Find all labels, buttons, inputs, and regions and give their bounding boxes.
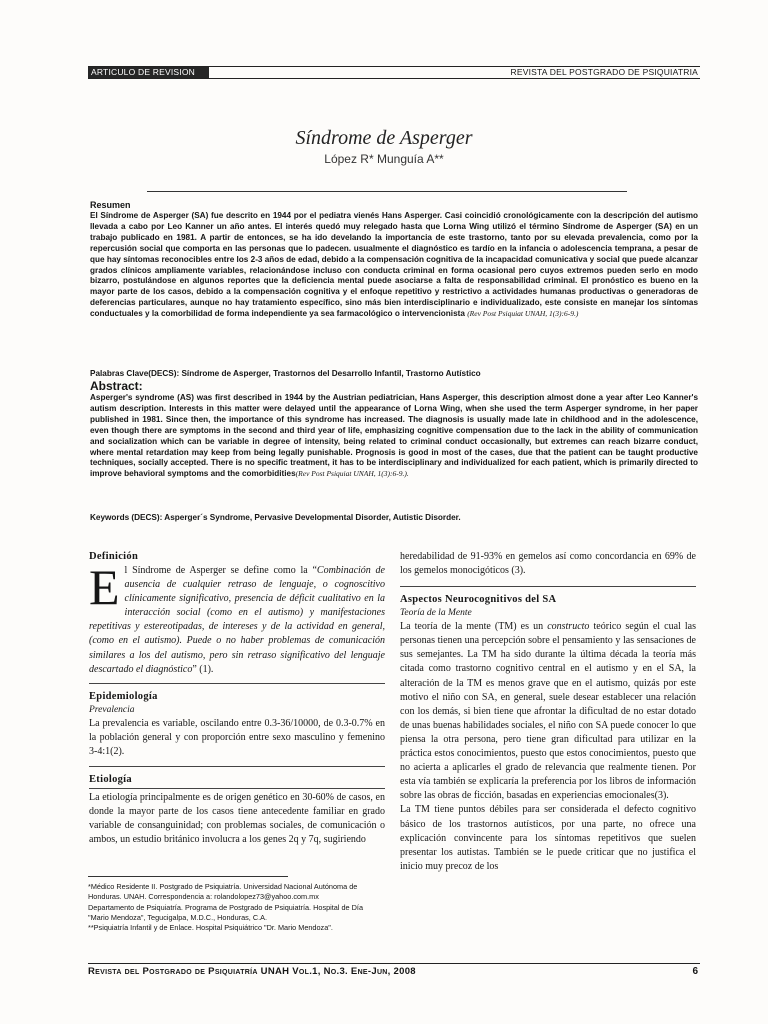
abstract-keywords: Keywords (DECS): Asperger´s Syndrome, Pervasive Developmental Disorder, Autistic Disorder. (90, 513, 461, 522)
footer-rule (88, 963, 700, 964)
teoria-subheading: Teoría de la Mente (400, 608, 472, 619)
epidemiologia-heading: Epidemiología (89, 690, 158, 702)
right-column (400, 550, 696, 874)
abstract-ref: (Rev Post Psiquiat UNAH, 1(3):6-9.). (295, 469, 409, 479)
title-divider (147, 191, 627, 192)
journal-header: REVISTA DEL POSTGRADO DE PSIQUIATRIA (510, 67, 698, 77)
article-title: Síndrome de Asperger (295, 127, 473, 149)
teoria-paragraph-1: La teoría de la mente (TM) es un constructo teórico según el cual las personas tienen una percepción sobre el pensamiento y las sensaciones de sus semejantes. La TM ha sido durante la última década la teoría más citada como trastorno cognitivo central en el autismo y en el SA, la alteración de la TM es menos grave que en el autismo, quizás por este motivo el niño con SA, en general, suele desear establecer una relación con los demás, si bien tiene que afrontar la dificultad de no estar dotado de unas buenas habilidades sociales, el niño con SA puede conocer lo que piensa la otra persona, pero tiene gran dificultad para utilizar en la práctica estos conocimientos, puesto que estos conocimientos, puesto que no acierta a aplicarles el grado de relevancia que realmente tienen. Por esta vía también se explicaría la preferencia por los libros de información sobre las obras de ficción, basadas en experiencias emocionales(3). (400, 621, 697, 802)
section-divider (89, 766, 385, 767)
section-divider (89, 683, 385, 684)
running-header (88, 66, 700, 79)
footnote-rule (88, 876, 288, 877)
drop-cap: E (89, 559, 120, 615)
section-divider (89, 788, 385, 789)
abstract-heading: Abstract: (90, 379, 143, 393)
etiologia-heading: Etiología (89, 774, 132, 786)
continuation-paragraph: heredabilidad de 91-93% en gemelos así como concordancia en 69% de los gemelos monocigóticos (3). (400, 551, 696, 577)
definicion-paragraph: El Síndrome de Asperger se define como la “Combinación de ausencia de cualquier retraso de lenguaje, o cognoscitivo clínicamente significativo, presencia de déficit cualitativo en la interacción social (como en el autismo) y manifestaciones repetitivas y estereotipadas, de intereses y de la actividad en general, (como en el autismo). Puede o no haber problemas de comunicación similares a los del autismo, pero sin retraso significativo del lenguaje descartado el diagnóstico” (1). (89, 559, 385, 675)
definicion-heading: Definición (89, 551, 139, 562)
section-label: ARTICULO DE REVISION (88, 67, 209, 78)
teoria-paragraph-2: La TM tiene puntos débiles para ser considerada el defecto cognitivo básico de los trastornos autísticos, por una parte, no ofrece una explicación convincente para los síntomas repetitivos que suelen presentar los autistas. También se le puede criticar que no justifica el inicio muy precoz de los (400, 804, 696, 872)
abstract-body: Asperger's syndrome (AS) was first described in 1944 by the Austrian pediatrician, Hans Asperger, this description almost done a year after Leo Kanner's autism description. Interests in this matter were delayed until the appearance of Lorna Wing, when she used the term Asperger syndrome, in her paper published in 1981. Since then, the importance of this syndrome has increased. The diagnosis is usually made late in childhood and in the adolescence, even though there are symptoms in the second and third year of life, emphasizing cognitive compensation due to the lack in the ability of communication and socialization which can be variable in degree of intensity, being related to criminal conduct occasionally, but extremes can reach bizarre conduct, where mental retardation may keep from being legally punishable. Prognosis is good in most of the cases, due that the patient can be taught productive techniques, socially accepted. There is no specific treatment, it has to be interdisciplinary and individualized for each patient, which is primarily directed to improve behavioral symptoms and the comorbidities(Rev Post Psiquiat UNAH, 1(3):6-9.). (90, 393, 698, 479)
left-column (89, 550, 385, 847)
resumen-body: El Síndrome de Asperger (SA) fue descrito en 1944 por el pediatra vienés Hans Asperger. Casi coincidió cronológicamente con la descripción del autismo llevada a cabo por Leo Kanner un año antes. El interés quedó muy relegado hasta que Lorna Wing utilizó el término Síndrome de Asperger (SA) en un trabajo publicado en 1981. A partir de entonces, se ha ido develando la importancia de este trastorno, tanto por su elevada prevalencia, como por la repercusión social que comporta en las personas que lo padecen. usualmente el diagnóstico es tardío en la infancia o adolescencia temprana, a pesar de que hay síntomas reconocibles entre los 2-3 años de edad, debido a la compensación cognitiva de la incapacidad comunicativa y social que puede alcanzar grados clínicos ampliamente variables, relacionándose incluso con conducta criminal en forma ocasional pero cuyos extremos pueden serlo en modo bizarro, postulándose en algunos reportes que la deficiencia mental puede asociarse a falta de responsabilidad criminal. El pronóstico es bueno en la mayor parte de los casos, debido a la compensación cognitiva y el enfoque repetitivo y restrictivo a actividades humanas productivas o generadoras de deferencias particulares, aunque no hay tratamiento específico, sino más bien interdisciplinario e individualizado, este consiste en manejar los síntomas conductuales y la comorbilidad de forma independiente ya sea farmacológico o intervencionista (Rev Post Psiquiat UNAH, 1(3):6-9.) (90, 211, 698, 319)
article-authors: López R* Munguía A** (324, 152, 444, 166)
resumen-ref: (Rev Post Psiquiat UNAH, 1(3):6-9.) (467, 309, 579, 319)
footer-journal: Revista del Postgrado de Psiquiatría UNAH Vol.1, No.3. Ene-Jun, 2008 (88, 966, 416, 977)
aspectos-heading: Aspectos Neurocognitivos del SA (400, 594, 557, 606)
footnote-3: **Psiquiatría Infantil y de Enlace. Hospital Psiquiátrico "Dr. Mario Mendoza". (88, 923, 333, 933)
resumen-heading: Resumen (90, 200, 131, 210)
prevalencia-paragraph: La prevalencia es variable, oscilando entre 0.3-36/10000, de 0.3-0.7% en la población general y con proporción entre sexo masculino y femenino 3-4:1(2). (89, 717, 385, 757)
footnote-1: *Médico Residente II. Postgrado de Psiquiatría. Universidad Nacional Autónoma de Honduras. UNAH. Correspondencia a: rolandolopez73@yahoo.com.mx (88, 882, 358, 902)
footnote-2: Departamento de Psiquiatría. Programa de Postgrado de Psiquiatría. Hospital de Día "Mario Mendoza", Tegucigalpa, M.D.C., Honduras, C.A. (88, 902, 364, 922)
author-footnotes (88, 882, 368, 933)
page-number: 6 (692, 966, 698, 977)
resumen-keywords: Palabras Clave(DECS): Síndrome de Asperger, Trastornos del Desarrollo Infantil, Trastorno Autístico (90, 369, 481, 378)
prevalencia-subheading: Prevalencia (89, 704, 135, 715)
etiologia-paragraph: La etiología principalmente es de origen genético en 30-60% de casos, en donde la mayor parte de los casos tiene antecedente familiar en grado variable de consanguinidad; con problemas sociales, de comunicación o ambos, un estudio británico involucra a los genes 2q y 7q, sugiriendo (89, 792, 385, 846)
section-divider (400, 586, 696, 587)
